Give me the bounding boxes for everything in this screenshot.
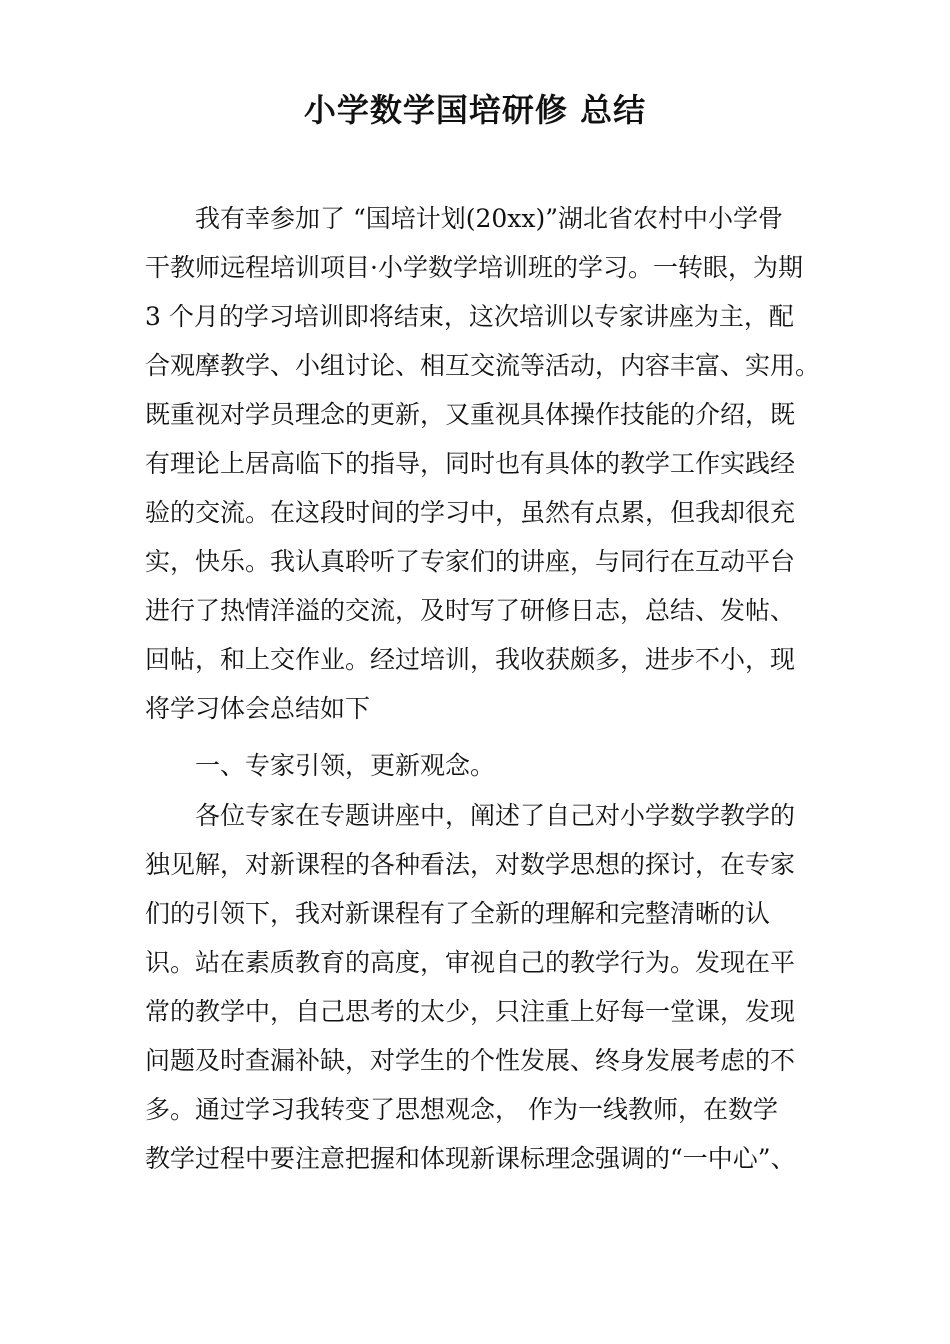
paragraph-line: 教学过程中要注意把握和体现新课标理念强调的“一中心”、 xyxy=(145,1144,796,1173)
paragraph-line: 常的教学中，自己思考的太少，只注重上好每一堂课，发现 xyxy=(145,997,796,1026)
section-heading: 一、专家引领，更新观念。 xyxy=(195,751,496,780)
paragraph-line: 合观摩教学、小组讨论、相互交流等活动，内容丰富、实用。 xyxy=(145,351,821,380)
paragraph-line: 独见解，对新课程的各种看法，对数学思想的探讨，在专家 xyxy=(145,850,796,879)
paragraph-line: 问题及时查漏补缺，对学生的个性发展、终身发展考虑的不 xyxy=(145,1046,796,1075)
paragraph-line: 有理论上居高临下的指导，同时也有具体的教学工作实践经 xyxy=(145,449,796,478)
paragraph-line: 我有幸参加了 “国培计划(20xx)”湖北省农村中小学骨 xyxy=(195,204,784,233)
paragraph-line: 验的交流。在这段时间的学习中，虽然有点累，但我却很充 xyxy=(145,498,796,527)
paragraph-line: 既重视对学员理念的更新，又重视具体操作技能的介绍，既 xyxy=(145,400,796,429)
paragraph-line: 干教师远程培训项目·小学数学培训班的学习。一转眼，为期 xyxy=(145,253,803,282)
paragraph-line: 各位专家在专题讲座中，阐述了自己对小学数学教学的 xyxy=(195,801,796,830)
paragraph-line: 们的引领下，我对新课程有了全新的理解和完整清晰的认 xyxy=(145,899,771,928)
paragraph-line: 实，快乐。我认真聆听了专家们的讲座，与同行在互动平台 xyxy=(145,547,796,576)
document-title: 小学数学国培研修 总结 xyxy=(303,91,647,129)
paragraph-line: 3 个月的学习培训即将结束，这次培训以专家讲座为主，配 xyxy=(145,302,794,331)
paragraph-line: 进行了热情洋溢的交流，及时写了研修日志，总结、发帖、 xyxy=(145,596,796,625)
paragraph-line: 识。站在素质教育的高度，审视自己的教学行为。发现在平 xyxy=(145,948,796,977)
paragraph-line: 回帖，和上交作业。经过培训，我收获颇多，进步不小，现 xyxy=(145,645,796,674)
paragraph-line: 将学习体会总结如下 xyxy=(145,694,371,723)
paragraph-line: 多。通过学习我转变了思想观念， 作为一线教师，在数学 xyxy=(145,1095,778,1124)
